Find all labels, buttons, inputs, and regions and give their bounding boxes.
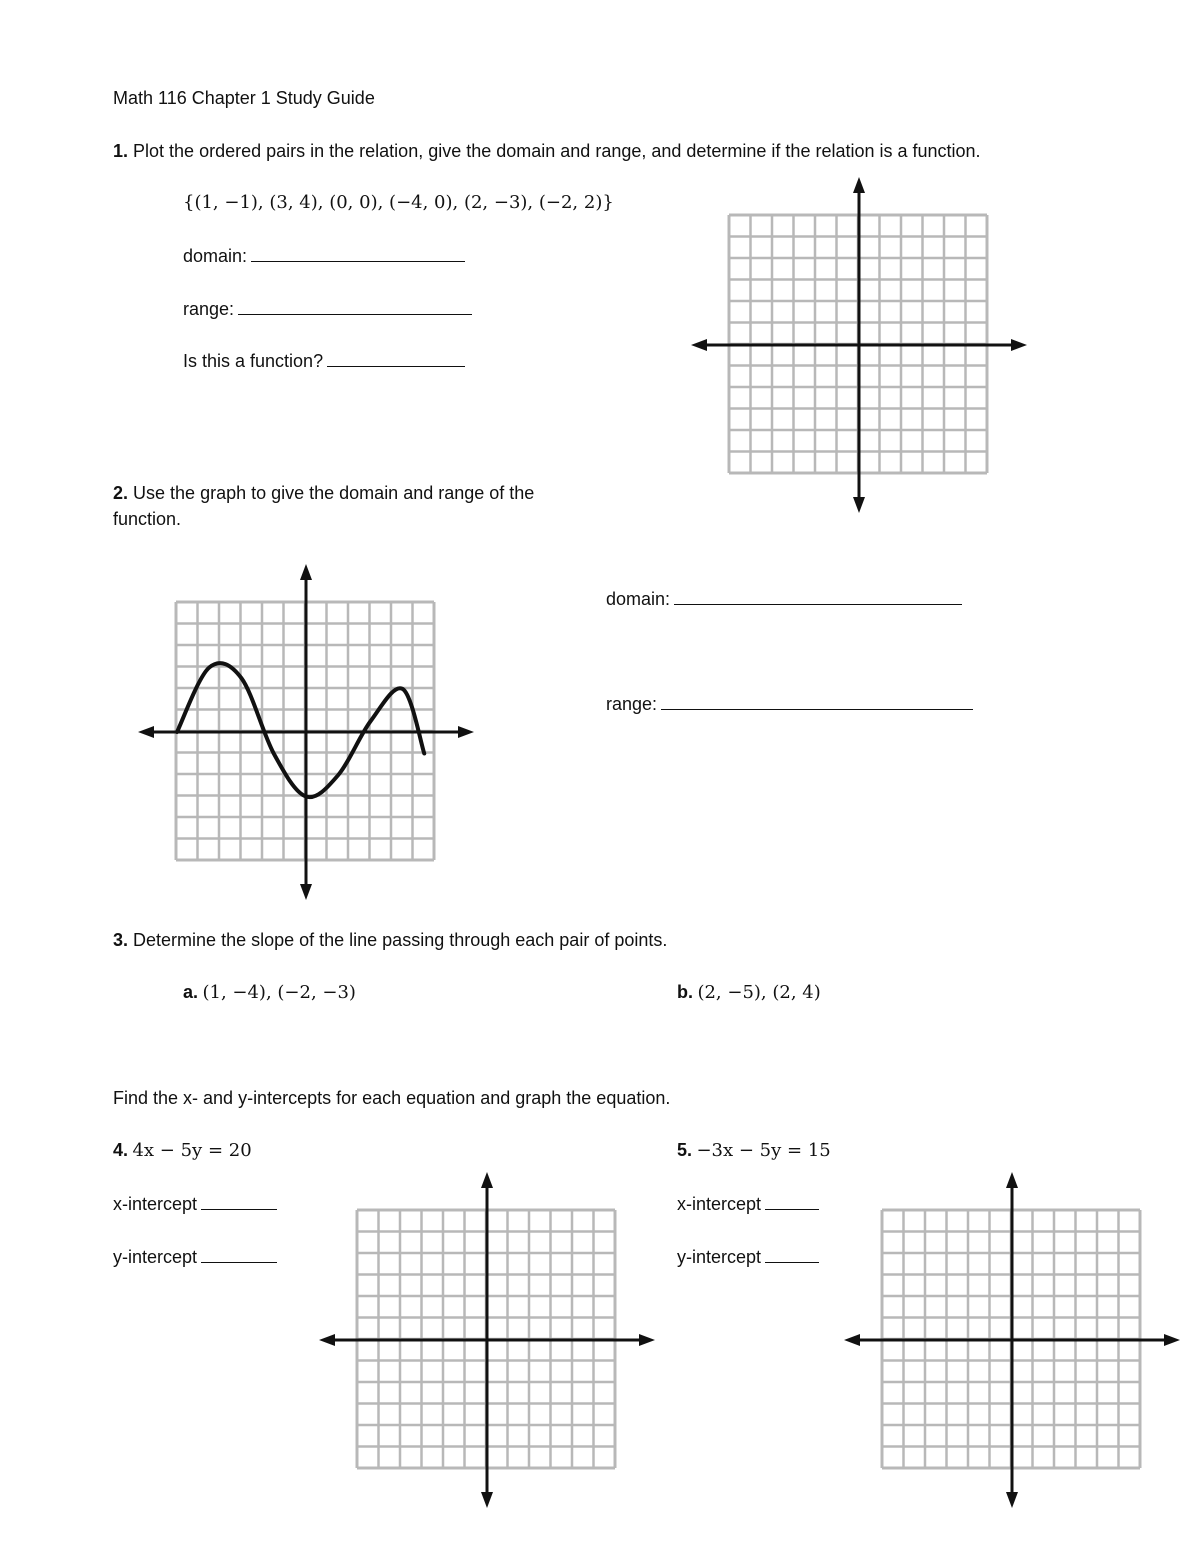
coordinate-grid-q5[interactable] xyxy=(842,1170,1182,1510)
intercepts-instruction: Find the x- and y-intercepts for each equation and graph the equation. xyxy=(113,1088,671,1108)
question-4-y-intercept[interactable] xyxy=(113,1246,277,1268)
question-1-domain[interactable] xyxy=(183,245,465,267)
question-1 xyxy=(113,141,981,162)
question-4-x-intercept[interactable] xyxy=(113,1193,277,1215)
y-intercept-blank[interactable] xyxy=(201,1246,277,1263)
coordinate-grid-q1[interactable] xyxy=(689,175,1029,515)
question-2-domain[interactable] xyxy=(606,588,962,610)
arrow-right-icon xyxy=(1164,1334,1180,1346)
arrow-left-icon xyxy=(138,726,154,738)
question-3-number: 3. xyxy=(113,930,129,950)
x-intercept-label: x-intercept xyxy=(677,1194,762,1214)
arrow-left-icon xyxy=(691,339,707,351)
y-intercept-label: y-intercept xyxy=(113,1247,198,1267)
question-5-x-intercept[interactable] xyxy=(677,1193,819,1215)
question-3a-label: a. xyxy=(183,982,199,1002)
question-3b-points: (2, −5), (2, 4) xyxy=(697,982,821,1003)
question-5 xyxy=(677,1140,831,1161)
question-1-relation: {(1, −1), (3, 4), (0, 0), (−4, 0), (2, −3), (−2, 2)} xyxy=(183,192,614,213)
arrow-up-icon xyxy=(300,564,312,580)
question-3b-label: b. xyxy=(677,982,693,1002)
function-label: Is this a function? xyxy=(183,351,324,371)
question-2-prompt-line2: function. xyxy=(113,509,182,529)
arrow-right-icon xyxy=(1011,339,1027,351)
question-3a-points: (1, −4), (−2, −3) xyxy=(202,982,356,1003)
function-answer-blank[interactable] xyxy=(327,350,465,367)
y-intercept-blank[interactable] xyxy=(765,1246,819,1263)
question-5-equation: −3x − 5y = 15 xyxy=(696,1140,831,1161)
arrow-up-icon xyxy=(1006,1172,1018,1188)
y-intercept-label: y-intercept xyxy=(677,1247,762,1267)
question-3 xyxy=(113,930,667,951)
question-4-number: 4. xyxy=(113,1140,129,1160)
x-intercept-label: x-intercept xyxy=(113,1194,198,1214)
coordinate-grid-q4[interactable] xyxy=(317,1170,657,1510)
question-1-prompt: Plot the ordered pairs in the relation, give the domain and range, and determine if the relation is a function. xyxy=(133,141,981,161)
range-answer-blank[interactable] xyxy=(661,693,973,710)
question-3b xyxy=(677,982,821,1003)
question-2-range[interactable] xyxy=(606,693,973,715)
range-label: range: xyxy=(183,299,235,319)
range-label: range: xyxy=(606,694,658,714)
question-4-equation: 4x − 5y = 20 xyxy=(132,1140,252,1161)
domain-answer-blank[interactable] xyxy=(674,588,962,605)
x-intercept-blank[interactable] xyxy=(765,1193,819,1210)
question-2 xyxy=(113,483,534,504)
arrow-right-icon xyxy=(458,726,474,738)
x-intercept-blank[interactable] xyxy=(201,1193,277,1210)
page-title: Math 116 Chapter 1 Study Guide xyxy=(113,88,375,108)
arrow-down-icon xyxy=(300,884,312,900)
arrow-left-icon xyxy=(319,1334,335,1346)
question-2-number: 2. xyxy=(113,483,129,503)
question-3-prompt: Determine the slope of the line passing through each pair of points. xyxy=(133,930,668,950)
arrow-up-icon xyxy=(853,177,865,193)
question-2-prompt-line1: Use the graph to give the domain and range of the xyxy=(133,483,535,503)
arrow-right-icon xyxy=(639,1334,655,1346)
range-answer-blank[interactable] xyxy=(238,298,472,315)
question-5-number: 5. xyxy=(677,1140,693,1160)
domain-label: domain: xyxy=(183,246,248,266)
question-4 xyxy=(113,1140,252,1161)
question-1-range[interactable] xyxy=(183,298,472,320)
question-5-y-intercept[interactable] xyxy=(677,1246,819,1268)
arrow-left-icon xyxy=(844,1334,860,1346)
arrow-down-icon xyxy=(1006,1492,1018,1508)
question-1-number: 1. xyxy=(113,141,129,161)
domain-label: domain: xyxy=(606,589,671,609)
arrow-up-icon xyxy=(481,1172,493,1188)
question-1-function[interactable] xyxy=(183,350,465,372)
domain-answer-blank[interactable] xyxy=(251,245,465,262)
question-3a xyxy=(183,982,356,1003)
arrow-down-icon xyxy=(853,497,865,513)
arrow-down-icon xyxy=(481,1492,493,1508)
coordinate-grid-q2 xyxy=(136,562,476,902)
